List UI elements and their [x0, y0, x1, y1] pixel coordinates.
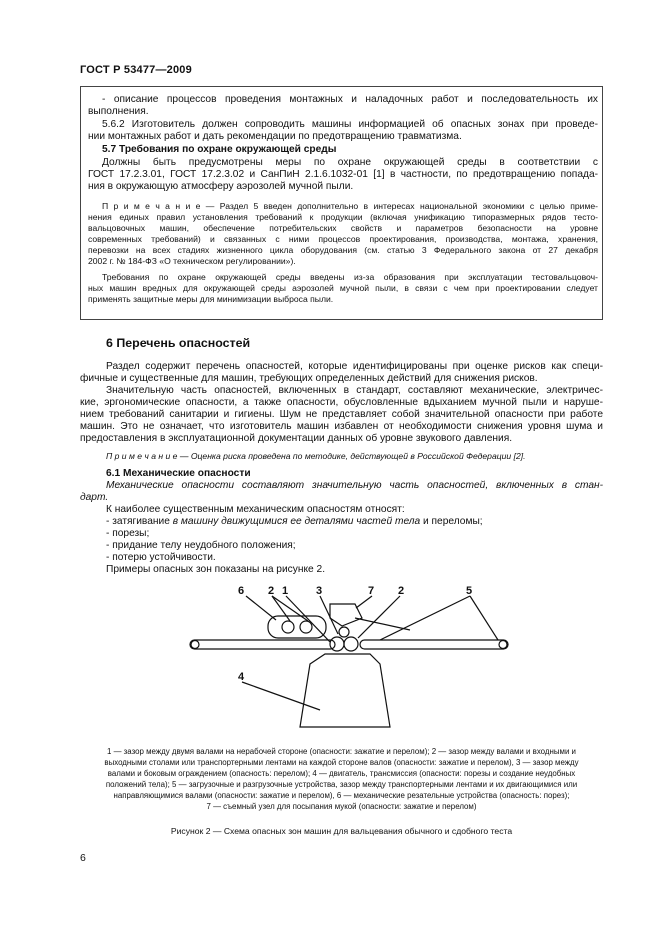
- cutting-device-housing: [268, 616, 326, 638]
- section-6-p2-line-3: нием требований санитарии и гигиены. Шум не представляет собой значительной опасности при работе: [80, 409, 603, 420]
- box-note2-line-1: Требования по охране окружающей среды введены из-за образования при эксплуатации тестовальцовоч-: [102, 272, 598, 282]
- label-7: 7: [368, 585, 375, 597]
- clause-6-1-line-1: Механические опасности составляют значительную часть опасностей, включенных в стан-: [106, 480, 603, 491]
- leader-6: [246, 596, 276, 620]
- clause-5-7-line-3: ния в окружающую атмосферу аэрозолей мучной пыли.: [88, 181, 354, 192]
- right-conveyor-belt: [360, 640, 508, 649]
- hazard-list-item-4: - потерю устойчивости.: [106, 552, 216, 563]
- label-5: 5: [466, 585, 473, 597]
- leader-3: [320, 596, 338, 634]
- hazard-zones-diagram: [180, 582, 520, 737]
- upper-roller: [339, 627, 349, 637]
- left-conveyor-belt: [190, 640, 335, 649]
- hazard-list-item-3: - придание телу неудобного положения;: [106, 540, 296, 551]
- section-6-note: П р и м е ч а н и е — Оценка риска проведена по методике, действующей в Российской Федерации [2].: [106, 451, 526, 461]
- figure-caption-line-4: положений тела); 5 — загрузочные и разгрузочные устройства, зазор между транспортерными лентами и их двигающимися или: [105, 780, 578, 789]
- machine-frame: [300, 654, 390, 727]
- box-note2-line-3: применять защитные меры для минимизации выброса пыли.: [88, 294, 334, 304]
- box-note-line-5: перевозки на всех стадиях жизненного цикла оборудования (см. статью 3 Федерального закона от 27 декабря: [88, 245, 598, 255]
- clause-6-1-line-2: дарт.: [80, 492, 109, 503]
- clause-5-7-line-1: Должны быть предусмотрены меры по охране окружающей среды в соответствии с: [102, 157, 598, 168]
- label-2-right: 2: [398, 585, 405, 597]
- section-6-p2-line-5: предоставления в эксплуатационной документации данных об уровне звукового давления.: [80, 433, 513, 444]
- figure-caption-line-3: валами и боковым ограждением (опасность: перелом); 4 — двигатель, трансмиссия (опасности: порезы и создание неудобных: [107, 769, 576, 778]
- section-6-p1-line-2: фичные и существенные для машин, требующих определенных действий для снижения рисков.: [80, 373, 538, 384]
- hazard-item-1-italic: в машину движущимися ее деталями частей тела: [172, 516, 421, 527]
- box-note-line-1: П р и м е ч а н и е — Раздел 5 введен дополнительно в интересах национальной экономики с целью приме-: [102, 201, 598, 211]
- label-4: 4: [238, 671, 245, 683]
- box-note-line-2: нения единых правил установления требований к продукции (включая унификацию типоразмерных рядов тесто-: [88, 212, 598, 222]
- clause-5-7-line-2: ГОСТ 17.2.3.01, ГОСТ 17.2.3.02 и СанПиН 2.1.6.1032-01 [1] в частности, по предотвращению попада-: [88, 169, 598, 180]
- document-header: ГОСТ Р 53477—2009: [80, 64, 192, 76]
- hazard-item-1-prefix: - затягивание: [106, 516, 173, 527]
- leader-5b: [470, 596, 498, 640]
- clause-6-1-line-3: К наиболее существенным механическим опасностям относят:: [106, 504, 405, 515]
- box-line-1: - описание процессов проведения монтажных и наладочных работ и последовательность их: [102, 94, 598, 105]
- section-6-p2-line-2: кие, эргономические опасности, а также опасности, обусловленные вдыханием мучной пыли и наруше-: [80, 397, 603, 408]
- label-2-left: 2: [268, 585, 275, 597]
- left-belt-roller: [191, 641, 199, 649]
- hazard-item-1-suffix: и переломы;: [420, 516, 483, 527]
- dusting-unit-arm: [355, 618, 410, 630]
- figure-reference: Примеры опасных зон показаны на рисунке 2.: [106, 564, 326, 575]
- clause-5-7-heading: 5.7 Требования по охране окружающей среды: [102, 144, 337, 155]
- box-note-line-6: 2002 г. № 184-ФЗ «О техническом регулировании»).: [88, 256, 296, 266]
- clause-6-1-heading: 6.1 Механические опасности: [106, 468, 251, 479]
- section-6-p2-line-4: машин. Это не означает, что изготовитель машин избавлен от необходимости снижения уровня шума и: [80, 421, 603, 432]
- figure-caption-line-2: выходными столами или транспортерными лентами на каждой стороне валов (опасности: зажатие и перелом), 3 — зазор между: [104, 758, 579, 767]
- label-3: 3: [316, 585, 323, 597]
- section-6-p1-line-1: Раздел содержит перечень опасностей, которые идентифицированы при оценке рисков как специ-: [106, 361, 603, 372]
- rolling-roller-right: [344, 637, 358, 651]
- figure-caption-line-1: 1 — зазор между двумя валами на нерабочей стороне (опасности: зажатие и перелом); 2 — зазор между валами и входными и: [107, 747, 576, 756]
- cutting-roller-2: [300, 621, 312, 633]
- section-6-title: 6 Перечень опасностей: [106, 336, 251, 350]
- rolling-roller-left: [330, 637, 344, 651]
- cutting-roller-1: [282, 621, 294, 633]
- box-note-line-3: вальцовочных машин, обеспечение потребительских свойств и параметров безопасности на уровне: [88, 223, 598, 233]
- leader-7: [356, 596, 372, 608]
- clause-5-6-2-line-1: 5.6.2 Изготовитель должен сопроводить машины информацией об опасных зонах при проведе-: [102, 119, 598, 130]
- figure-title: Рисунок 2 — Схема опасных зон машин для вальцевания обычного и сдобного теста: [170, 826, 513, 836]
- clause-5-6-2-line-2: нии монтажных работ и дать рекомендации по предотвращению травматизма.: [88, 131, 462, 142]
- figure-caption-line-5: направляющимися валами (опасности: зажатие и перелом), 6 — механические резательные устройства (опасность: порез);: [113, 791, 570, 800]
- box-note2-line-2: ных машин вредных для окружающей среды аэрозолей мучной пыли, в связи с чем при проектировании следует: [88, 283, 598, 293]
- label-1: 1: [282, 585, 289, 597]
- leader-2a: [272, 596, 290, 621]
- label-6: 6: [238, 585, 245, 597]
- hazard-list-item-2: - порезы;: [106, 528, 150, 539]
- leader-4: [242, 682, 320, 710]
- section-6-p2-line-1: Значительную часть опасностей, включенных в стандарт, составляют механические, электричес-: [106, 385, 603, 396]
- hazard-list-item-1: [106, 516, 483, 528]
- box-note-line-4: современных требований) и связанных с ними процессов проектирования, производства, монтажа, хранения,: [88, 234, 598, 244]
- figure-caption-line-6: 7 — съемный узел для посыпания мукой (опасности: зажатие и перелом): [206, 802, 477, 811]
- right-belt-roller: [499, 641, 507, 649]
- page-number: 6: [80, 852, 86, 864]
- box-line-2: выполнения.: [88, 106, 149, 117]
